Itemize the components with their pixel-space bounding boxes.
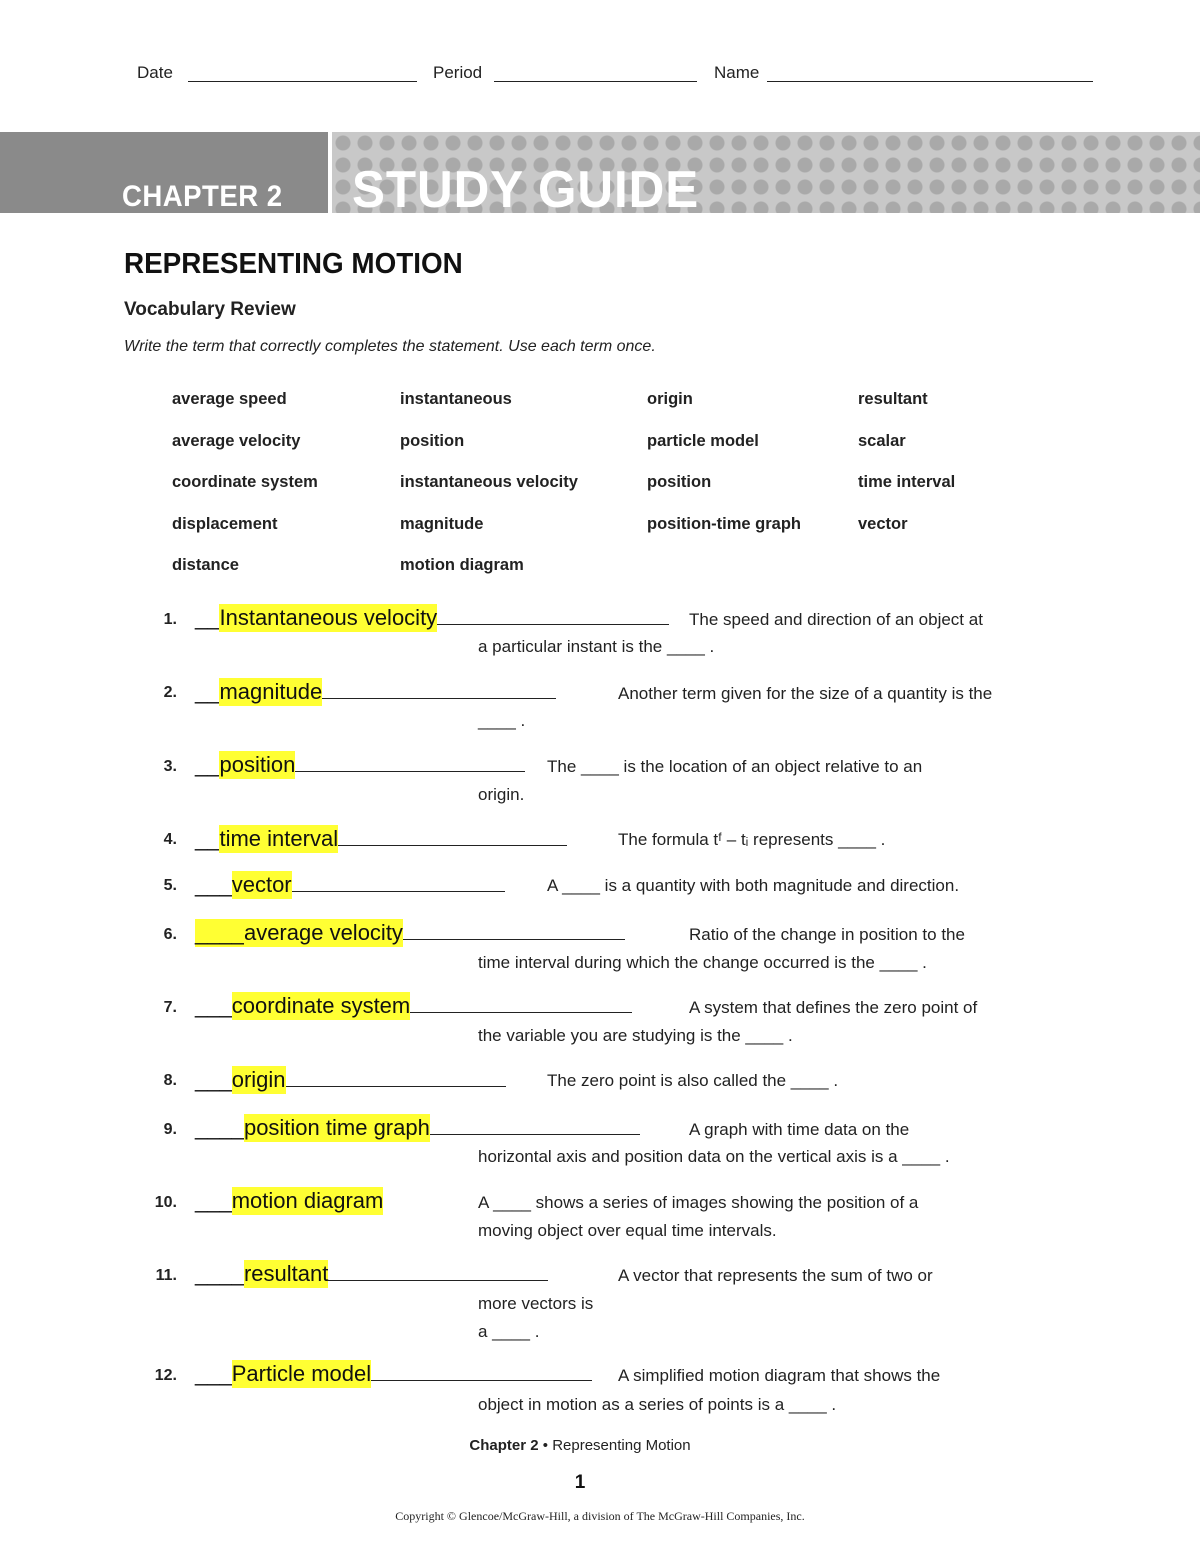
question-number: 8. [163, 1072, 177, 1089]
answer-underline [403, 921, 625, 940]
footer-chapter-line [0, 1437, 1160, 1454]
answer-lead: __ [195, 679, 220, 704]
answer-text: time interval [219, 826, 339, 851]
question-number: 7. [163, 999, 177, 1016]
name-field[interactable] [767, 81, 1093, 82]
answer-lead: __ [195, 752, 220, 777]
word-bank-term: motion diagram [400, 556, 524, 574]
answer-underline [295, 753, 525, 772]
answer-text: motion diagram [231, 1188, 384, 1213]
section-title: REPRESENTING MOTION [124, 248, 463, 280]
question-statement: The speed and direction of an object at [689, 610, 983, 629]
word-bank-term: position-time graph [647, 515, 801, 533]
date-label: Date [137, 63, 173, 82]
question-statement: A vector that represents the sum of two or [618, 1266, 933, 1285]
question-statement: ____ . [478, 711, 526, 730]
footer-chapter: Chapter 2 [469, 1437, 539, 1454]
question-number: 12. [154, 1367, 177, 1384]
answer-text: magnitude [219, 679, 323, 704]
answer-lead: ___ [195, 1361, 232, 1386]
answer-text: Instantaneous velocity [219, 605, 438, 630]
question-statement: object in motion as a series of points is a ____ . [478, 1395, 837, 1414]
question-number: 10. [154, 1194, 177, 1211]
question-statement: The zero point is also called the ____ . [547, 1071, 839, 1090]
answer-text: vector [231, 872, 292, 897]
word-bank-term: vector [858, 515, 908, 533]
question-number: 5. [163, 877, 177, 894]
answer-field[interactable] [195, 993, 632, 1019]
question-statement: A graph with time data on the [689, 1120, 910, 1139]
answer-lead: ___ [195, 872, 232, 897]
period-label: Period [433, 63, 483, 82]
answer-field[interactable] [195, 679, 556, 705]
question-statement: moving object over equal time intervals. [478, 1221, 777, 1240]
question-statement: origin. [478, 785, 525, 804]
question-statement: the variable you are studying is the ____ . [478, 1026, 793, 1045]
answer-text: coordinate system [231, 993, 411, 1018]
date-field[interactable] [188, 81, 417, 82]
question-statement: time interval during which the change occurred is the ____ . [478, 953, 927, 972]
question-number: 6. [163, 926, 177, 943]
answer-field[interactable] [195, 1261, 548, 1287]
word-bank-term: displacement [172, 515, 278, 533]
word-bank-term: origin [647, 390, 693, 408]
question-statement: A system that defines the zero point of [689, 998, 978, 1017]
word-bank-term: position [400, 432, 465, 450]
question-statement: a particular instant is the ____ . [478, 637, 715, 656]
word-bank-term: position [647, 473, 712, 491]
chapter-label: CHAPTER 2 [122, 180, 283, 213]
footer-topic: Representing Motion [552, 1437, 691, 1454]
answer-lead: __ [195, 605, 220, 630]
question-number: 4. [163, 831, 177, 848]
question-statement: Ratio of the change in position to the [689, 925, 965, 944]
answer-field[interactable] [195, 1361, 592, 1387]
answer-text: position time graph [243, 1115, 430, 1140]
answer-field[interactable] [195, 872, 505, 898]
answer-field[interactable] [195, 1067, 506, 1093]
answer-underline [328, 1262, 548, 1281]
question-number: 2. [163, 684, 177, 701]
answer-lead: ____ [195, 920, 244, 945]
answer-underline [371, 1362, 592, 1381]
word-bank-term: average velocity [172, 432, 301, 450]
subsection-title: Vocabulary Review [124, 299, 296, 320]
word-bank-term: magnitude [400, 515, 484, 533]
name-label: Name [714, 63, 760, 82]
instructions: Write the term that correctly completes the statement. Use each term once. [124, 338, 656, 355]
answer-text: resultant [243, 1261, 329, 1286]
question-statement: The ____ is the location of an object relative to an [547, 757, 923, 776]
question-statement: a ____ . [478, 1322, 540, 1341]
word-bank-term: particle model [647, 432, 759, 450]
answer-field[interactable] [195, 1188, 383, 1214]
word-bank-term: instantaneous velocity [400, 473, 578, 491]
answer-text: origin [231, 1067, 286, 1092]
answer-lead: __ [195, 826, 220, 851]
question-statement: more vectors is [478, 1294, 594, 1313]
answer-text: Particle model [231, 1361, 372, 1386]
answer-text: position [219, 752, 296, 777]
page-number: 1 [574, 1472, 586, 1493]
question-statement: A ____ is a quantity with both magnitude and direction. [547, 876, 960, 895]
answer-field[interactable] [195, 752, 525, 778]
word-bank-term: distance [172, 556, 239, 574]
word-bank-term: average speed [172, 390, 287, 408]
answer-underline [322, 680, 556, 699]
period-field[interactable] [494, 81, 697, 82]
word-bank-term: time interval [858, 473, 956, 491]
question-statement: A simplified motion diagram that shows the [618, 1366, 941, 1385]
answer-lead: ___ [195, 1188, 232, 1213]
answer-underline [286, 1068, 506, 1087]
question-number: 3. [163, 758, 177, 775]
question-number: 11. [155, 1267, 177, 1284]
question-statement: A ____ shows a series of images showing the position of a [478, 1193, 919, 1212]
answer-field[interactable] [195, 920, 625, 946]
answer-underline [338, 827, 567, 846]
word-bank-term: instantaneous [400, 390, 512, 408]
answer-underline [437, 606, 669, 625]
answer-field[interactable] [195, 605, 669, 631]
question-number: 1. [163, 611, 177, 628]
question-statement: Another term given for the size of a quantity is the [618, 684, 993, 703]
answer-lead: ___ [195, 1067, 232, 1092]
answer-text: average velocity [243, 920, 403, 945]
word-bank-term: resultant [858, 390, 928, 408]
answer-lead: ___ [195, 993, 232, 1018]
study-guide-title: STUDY GUIDE [352, 161, 700, 213]
answer-lead: ____ [195, 1115, 244, 1140]
question-number: 9. [163, 1121, 177, 1138]
answer-underline [292, 873, 505, 892]
word-bank-term: coordinate system [172, 473, 318, 491]
answer-underline [430, 1116, 640, 1135]
answer-field[interactable] [195, 826, 567, 852]
answer-field[interactable] [195, 1115, 640, 1141]
footer-bullet: • [542, 1437, 549, 1454]
word-bank-term: scalar [858, 432, 906, 450]
answer-underline [410, 994, 632, 1013]
copyright-notice: Copyright © Glencoe/McGraw-Hill, a division of The McGraw-Hill Companies, Inc. [395, 1509, 805, 1523]
question-statement: The formula tᶠ – tᵢ represents ____ . [618, 830, 886, 849]
question-statement: horizontal axis and position data on the vertical axis is a ____ . [478, 1147, 950, 1166]
answer-lead: ____ [195, 1261, 244, 1286]
